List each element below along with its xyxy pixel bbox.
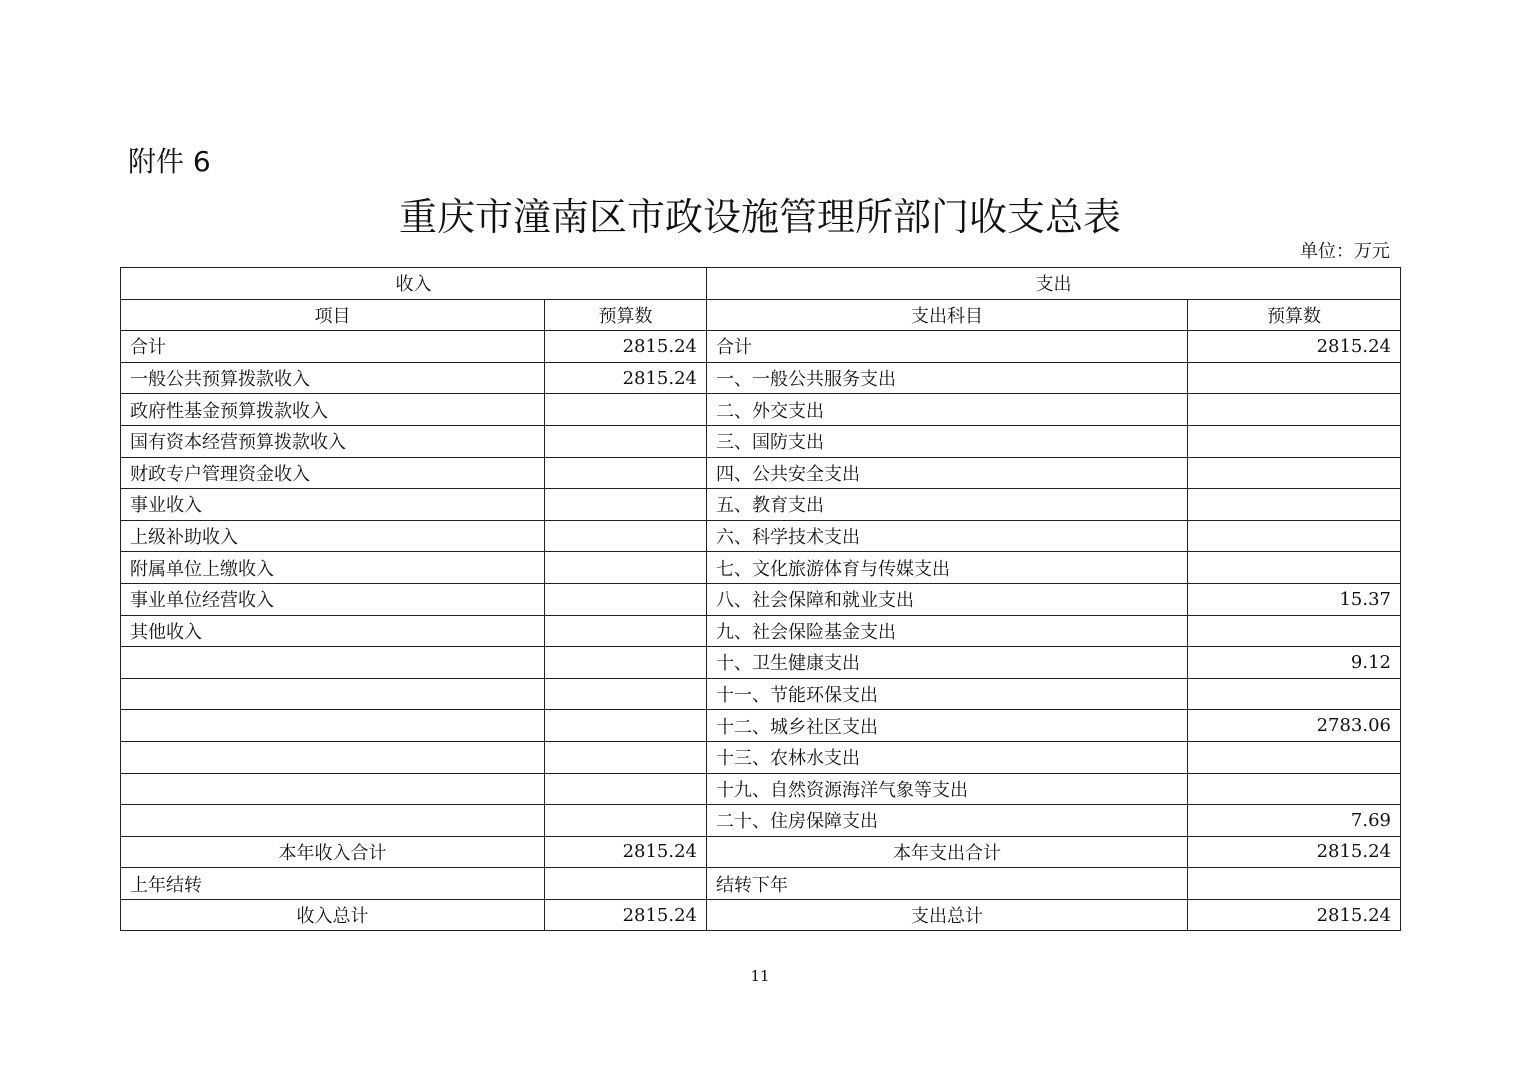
grand-total-row-income-label: 收入总计 xyxy=(121,899,545,931)
budget-table-body xyxy=(121,268,1401,931)
income-amount-cell xyxy=(545,425,707,457)
expense-amount-cell: 2783.06 xyxy=(1188,710,1401,742)
income-item-cell xyxy=(121,773,545,805)
table-row xyxy=(121,520,1401,552)
expense-amount-cell xyxy=(1188,489,1401,521)
income-group-header: 收入 xyxy=(121,268,707,300)
expense-amount-cell xyxy=(1188,457,1401,489)
income-amount-cell xyxy=(545,805,707,837)
budget-summary-table xyxy=(120,267,1401,931)
page-title: 重庆市潼南区市政设施管理所部门收支总表 xyxy=(398,195,1121,239)
page-number: 11 xyxy=(750,967,770,985)
expense-amount-cell xyxy=(1188,741,1401,773)
table-row xyxy=(121,331,1401,363)
income-item-cell: 财政专户管理资金收入 xyxy=(121,457,545,489)
attachment-label: 附件 6 xyxy=(128,145,211,178)
income-amount-cell xyxy=(545,773,707,805)
income-amount-cell xyxy=(545,457,707,489)
table-row xyxy=(121,552,1401,584)
table-row xyxy=(121,425,1401,457)
income-item-cell xyxy=(121,741,545,773)
carryover-row-expense-label: 结转下年 xyxy=(707,868,1188,900)
expense-item-cell: 三、国防支出 xyxy=(707,425,1188,457)
expense-item-cell: 十九、自然资源海洋气象等支出 xyxy=(707,773,1188,805)
expense-item-cell: 一、一般公共服务支出 xyxy=(707,362,1188,394)
group-header-row xyxy=(121,268,1401,300)
year-total-row-income-label: 本年收入合计 xyxy=(121,836,545,868)
income-item-cell: 一般公共预算拨款收入 xyxy=(121,362,545,394)
expense-amount-cell xyxy=(1188,425,1401,457)
income-item-cell: 附属单位上缴收入 xyxy=(121,552,545,584)
income-item-cell: 国有资本经营预算拨款收入 xyxy=(121,425,545,457)
table-row xyxy=(121,678,1401,710)
grand-total-row-expense-label: 支出总计 xyxy=(707,899,1188,931)
table-row xyxy=(121,394,1401,426)
table-row xyxy=(121,457,1401,489)
income-item-cell xyxy=(121,805,545,837)
carryover-row-income-amount xyxy=(545,868,707,900)
expense-amount-header: 预算数 xyxy=(1188,299,1401,331)
table-row xyxy=(121,805,1401,837)
income-item-cell: 政府性基金预算拨款收入 xyxy=(121,394,545,426)
income-item-cell xyxy=(121,710,545,742)
income-amount-cell xyxy=(545,489,707,521)
expense-item-cell: 六、科学技术支出 xyxy=(707,520,1188,552)
grand-total-row xyxy=(121,899,1401,931)
table-row xyxy=(121,773,1401,805)
income-amount-cell: 2815.24 xyxy=(545,362,707,394)
income-amount-cell xyxy=(545,520,707,552)
expense-amount-cell xyxy=(1188,552,1401,584)
income-amount-cell xyxy=(545,394,707,426)
income-amount-cell: 2815.24 xyxy=(545,331,707,363)
income-item-header: 项目 xyxy=(121,299,545,331)
income-item-cell: 合计 xyxy=(121,331,545,363)
expense-item-cell: 八、社会保障和就业支出 xyxy=(707,583,1188,615)
grand-total-row-expense-amount: 2815.24 xyxy=(1188,899,1401,931)
year-total-row-income-amount: 2815.24 xyxy=(545,836,707,868)
expense-amount-cell xyxy=(1188,394,1401,426)
expense-amount-cell xyxy=(1188,615,1401,647)
carryover-row-expense-amount xyxy=(1188,868,1401,900)
expense-item-cell: 十三、农林水支出 xyxy=(707,741,1188,773)
expense-amount-cell xyxy=(1188,520,1401,552)
expense-item-cell: 四、公共安全支出 xyxy=(707,457,1188,489)
expense-item-cell: 二十、住房保障支出 xyxy=(707,805,1188,837)
expense-amount-cell: 7.69 xyxy=(1188,805,1401,837)
expense-item-cell: 十二、城乡社区支出 xyxy=(707,710,1188,742)
grand-total-row-income-amount: 2815.24 xyxy=(545,899,707,931)
income-amount-cell xyxy=(545,647,707,679)
income-item-cell xyxy=(121,647,545,679)
expense-amount-cell: 2815.24 xyxy=(1188,331,1401,363)
expense-amount-cell: 15.37 xyxy=(1188,583,1401,615)
table-row xyxy=(121,615,1401,647)
income-amount-cell xyxy=(545,615,707,647)
table-row xyxy=(121,647,1401,679)
year-total-row-expense-amount: 2815.24 xyxy=(1188,836,1401,868)
income-item-cell: 事业收入 xyxy=(121,489,545,521)
year-total-row-expense-label: 本年支出合计 xyxy=(707,836,1188,868)
year-total-row xyxy=(121,836,1401,868)
income-item-cell: 其他收入 xyxy=(121,615,545,647)
expense-item-cell: 十、卫生健康支出 xyxy=(707,647,1188,679)
income-item-cell: 事业单位经营收入 xyxy=(121,583,545,615)
income-amount-cell xyxy=(545,678,707,710)
expense-amount-cell xyxy=(1188,362,1401,394)
expense-amount-cell xyxy=(1188,678,1401,710)
table-row xyxy=(121,583,1401,615)
income-amount-header: 预算数 xyxy=(545,299,707,331)
carryover-row xyxy=(121,868,1401,900)
income-amount-cell xyxy=(545,741,707,773)
expense-item-cell: 七、文化旅游体育与传媒支出 xyxy=(707,552,1188,584)
table-row xyxy=(121,489,1401,521)
income-amount-cell xyxy=(545,552,707,584)
table-row xyxy=(121,741,1401,773)
income-item-cell xyxy=(121,678,545,710)
table-row xyxy=(121,710,1401,742)
income-amount-cell xyxy=(545,583,707,615)
income-item-cell: 上级补助收入 xyxy=(121,520,545,552)
expense-item-cell: 九、社会保险基金支出 xyxy=(707,615,1188,647)
expense-amount-cell xyxy=(1188,773,1401,805)
expense-item-cell: 合计 xyxy=(707,331,1188,363)
unit-label: 单位：万元 xyxy=(1300,241,1390,262)
column-header-row xyxy=(121,299,1401,331)
expense-item-cell: 二、外交支出 xyxy=(707,394,1188,426)
table-row xyxy=(121,362,1401,394)
expense-item-cell: 十一、节能环保支出 xyxy=(707,678,1188,710)
expense-group-header: 支出 xyxy=(707,268,1401,300)
expense-item-cell: 五、教育支出 xyxy=(707,489,1188,521)
carryover-row-income-label: 上年结转 xyxy=(121,868,545,900)
income-amount-cell xyxy=(545,710,707,742)
expense-item-header: 支出科目 xyxy=(707,299,1188,331)
expense-amount-cell: 9.12 xyxy=(1188,647,1401,679)
